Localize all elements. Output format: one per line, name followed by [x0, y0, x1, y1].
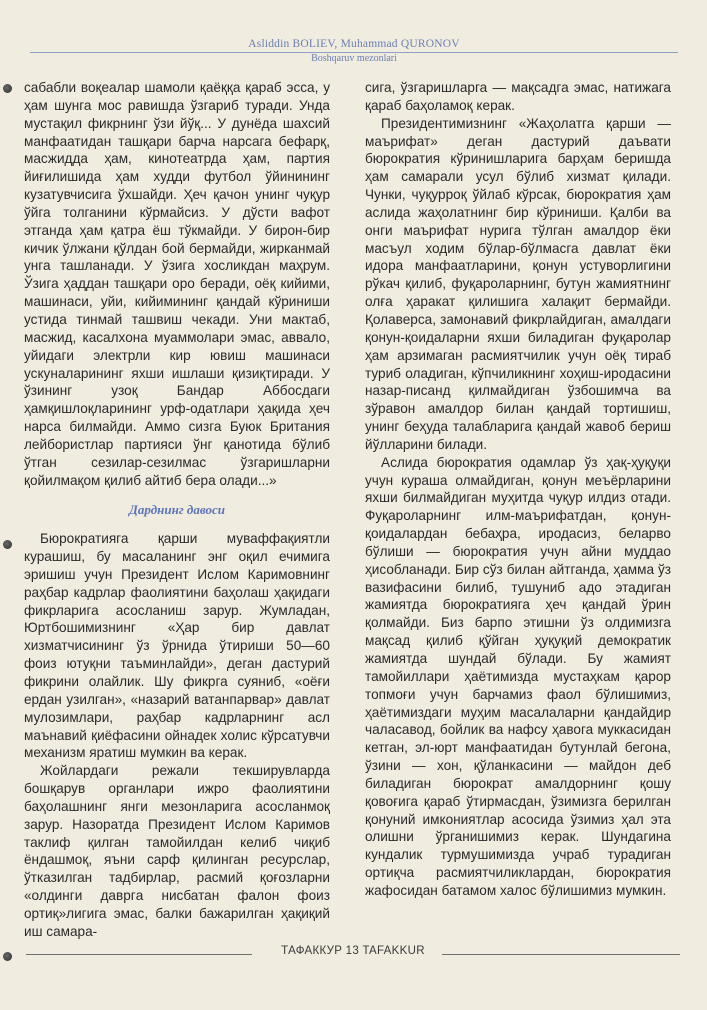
left-paragraph-3: Жойлардаги режали текширувларда бошқарув органлари ижро фаолиятини баҳолашнинг янги мезонларига асосланмоқ зарур. Назоратда Президент Ислом Каримов таклиф қилган тамойилдан келиб чиқиб ёндашмоқ, яъни сарф қилинган ресурслар, ўтказилган тадбирлар, расмий қоғозларни «олдинги давргa нисбатан фалон фоиз ортиқ»лигига эмас, балки бажарилган ҳақиқий иш самара-	[24, 763, 330, 939]
left-paragraph-2: Бюрократияга қарши муваффақиятли курашиш, бу масаланинг энг оқил ечимига эришиш учун Президент Ислом Каримовнинг раҳбар кадрлар фаолиятини баҳолаш ҳақидаги фикрларига асосланиш зарур. Жумладан, Юртбошимизнинг «Ҳар бир давлат хизматчисининг ўз ўрнида ўтириши 50—60 фоиз ютуқни таъминлайди», деган дастурий фикрини олайлик. Шу фикрга суяниб, «оёғи ердан узилган», «назарий ватанпарвар» давлат мулозимлари, раҳбар кадрларнинг асл маънавий қиёфасини ойнадек холис кўрсатувчи механизм яратиш мумкин ва керак.	[24, 531, 330, 761]
footer-page-label: ТАФАККУР 13 TAFAKKUR	[281, 945, 425, 957]
binder-hole-middle	[3, 540, 12, 549]
left-paragraph-1: сабабли воқеалар шамоли қаёққа қараб эсса, у ҳам шунга мос равишда ўзгариб туради. Унда мустақил фикрнинг ўзи йўқ... У дунёда шахсий манфаатидан ташқари барча нарсага бефарқ, масжидда ҳам, кинотеатрда ҳам, партия йиғилишида ҳам худди футбол ўйинининг кузатувчисига ўхшайди. Ҳеч қачон унинг чуқур ўйга толганини кўрмайсиз. У дўсти вафот этганда ҳам қатра ёш тўкмайди. У бирон-бир кичик ўлжани қўлдан бой бермайди, жирканмай унга ташланади. У ўзига хосликдан маҳрум. Ўзига ҳаддан ташқари оро беради, оёқ кийими, машинаси, уйи, кийимининг қандай кўриниши устида тинмай ташвиш чекади. Уни мактаб, масжид, касалхона муаммолари эмас, аввало, уйидаги электрли кир ювиш машинаси ускуналарининг яхши ишлаши қизиқтиради. У ўзининг узоқ Бандар Аббосдаги ҳамқишлоқларининг урф-одатлари ҳақида ҳеч нарса билмайди. Аммо сизга Буюк Британия лейбористлар партияси ўнг қанотида бўлиб ўтган сезилар-сезилмас ўзгаришларни қойилмақом қилиб айтиб бера олади...»	[24, 80, 330, 488]
header-authors: Asliddin BOLIEV, Muhammad QURONOV	[248, 38, 460, 50]
left-column	[24, 79, 330, 941]
page-footer	[26, 945, 680, 965]
right-paragraph-1: сига, ўзгаришларга — мақсадга эмас, натижага қараб баҳоламоқ керак.	[365, 80, 671, 113]
running-header	[30, 38, 678, 64]
binder-hole-top	[3, 84, 12, 93]
right-column	[365, 79, 671, 900]
footer-rule-right	[442, 954, 680, 955]
header-rule	[30, 52, 678, 53]
right-paragraph-3: Аслида бюрократия одамлар ўз ҳақ-ҳуқуқи учун кураша олмайдиган, қонун меъёрларини яхши билмайдиган муҳитда чуқур илдиз отади. Фуқароларнинг илм-маърифатдан, қонун-қоидалардан бебаҳра, иродасиз, беларво бўлиши — бюрократия учун айни муддао ҳисобланади. Бир сўз билан айтганда, ҳамма ўз вазифасини билиб, тушуниб адо этадиган жамиятда бюрократияга ҳеч қандай ўрин қолмайди. Биз барпо этишни ўз олдимизга мақсад қилиб қўйган ҳуқуқий демократик жамиятда шундай бўлади. Бу жамият тамойиллари ҳаётимизда мустаҳкам қарор топмоғи учун барчамиз фаол бўлишимиз, ҳаётимиздаги муҳим масалаларни қандайдир чаласавод, бойлик ва нафсу ҳавога муккасидан кетган, эл-юрт манфаатидан бутунлай бегона, ўзини — хон, қўланкасини — майдон деб биладиган бюрократ амалдорнинг қошу қовоғига қараб ўтирмасдан, ўзимизга берилган қонуний имкониятлар асосида ўзимиз ҳал эта олишни ўрганишимиз керак. Шундагина кундалик турмушимизда учраб турадиган ортиқча расмиятчиликлардан, бюрократия жафосидан батамом халос бўлишимиз мумкин.	[365, 454, 671, 898]
section-heading: Дарднинг давоси	[129, 502, 225, 518]
header-subtitle: Boshqaruv mezonlari	[311, 53, 397, 64]
binder-hole-bottom	[3, 952, 12, 961]
right-paragraph-2: Президентимизнинг «Жаҳолатга қарши — маърифат» деган дастурий даъвати бюрократия кўринишларига барҳам беришда ҳам самарали усул бўлиб хизмат қилади. Чунки, чуқурроқ ўйлаб кўрсак, бюрократия ҳам аслида жаҳолатнинг бир кўриниши. Қалби ва онги маърифат нурига тўлган амалдор ёки масъул ходим бўлар-бўлмасга давлат ёки идора манфаатларини, қонун устуворлигини рўкач қилиб, фуқароларнинг, бутун жамиятнинг олға ҳаракат қилишига халақит бермайди. Қолаверса, замонавий фикрлайдиган, амалдаги қонун-қоидаларни яхши биладиган фуқаролар ҳам арзимаган расмиятчилик учун оёқ тираб туриб оладиган, кўпчиликнинг хоҳиш-иродасини назар-писанд қилмайдиган ўзбошимча ва зўравон амалдор билан қандай тортишиш, унинг беҳуда талабларига қандай жавоб бериш йўлларини билади.	[365, 115, 671, 452]
